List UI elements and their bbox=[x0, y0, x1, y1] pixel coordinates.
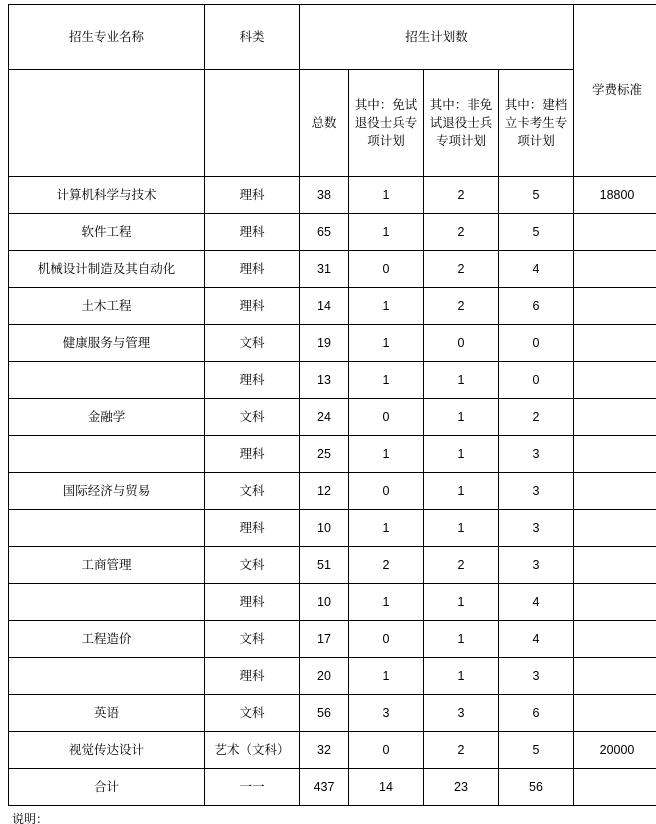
cell-major: 计算机科学与技术 bbox=[9, 177, 205, 214]
cell-major: 软件工程 bbox=[9, 214, 205, 251]
table-row bbox=[9, 177, 656, 214]
cell-fee bbox=[574, 547, 656, 584]
header-plan-group: 招生计划数 bbox=[300, 5, 574, 70]
table-row bbox=[9, 695, 656, 732]
cell-sub2: 2 bbox=[424, 288, 499, 325]
cell-sub3: 4 bbox=[499, 621, 574, 658]
cell-major bbox=[9, 584, 205, 621]
cell-category: 理科 bbox=[205, 584, 300, 621]
cell-major bbox=[9, 362, 205, 399]
table-row bbox=[9, 584, 656, 621]
table-row-total bbox=[9, 769, 656, 806]
cell-total: 17 bbox=[300, 621, 349, 658]
cell-sub3: 5 bbox=[499, 732, 574, 769]
cell-category: 艺术（文科） bbox=[205, 732, 300, 769]
cell-category: 理科 bbox=[205, 362, 300, 399]
cell-fee: 20000 bbox=[574, 732, 656, 769]
cell-sub2: 0 bbox=[424, 325, 499, 362]
cell-total: 14 bbox=[300, 288, 349, 325]
cell-major: 金融学 bbox=[9, 399, 205, 436]
cell-sub2: 1 bbox=[424, 473, 499, 510]
cell-sub2: 2 bbox=[424, 177, 499, 214]
table-header-row-1 bbox=[9, 5, 656, 70]
cell-major: 国际经济与贸易 bbox=[9, 473, 205, 510]
cell-sub3: 3 bbox=[499, 436, 574, 473]
table-row bbox=[9, 621, 656, 658]
header-major-blank bbox=[9, 70, 205, 177]
cell-sub2: 1 bbox=[424, 621, 499, 658]
cell-major: 机械设计制造及其自动化 bbox=[9, 251, 205, 288]
cell-sub2: 2 bbox=[424, 547, 499, 584]
cell-sub2: 1 bbox=[424, 399, 499, 436]
cell-sub3: 5 bbox=[499, 177, 574, 214]
cell-sub2: 1 bbox=[424, 436, 499, 473]
cell-sub3: 2 bbox=[499, 399, 574, 436]
cell-sub3: 56 bbox=[499, 769, 574, 806]
cell-category: 文科 bbox=[205, 695, 300, 732]
cell-sub1: 2 bbox=[349, 547, 424, 584]
cell-sub1: 1 bbox=[349, 658, 424, 695]
table-row bbox=[9, 436, 656, 473]
cell-category: 理科 bbox=[205, 214, 300, 251]
table-header-row-2 bbox=[9, 70, 656, 177]
cell-fee bbox=[574, 584, 656, 621]
cell-total: 13 bbox=[300, 362, 349, 399]
cell-category: 文科 bbox=[205, 621, 300, 658]
cell-sub3: 0 bbox=[499, 325, 574, 362]
cell-total: 56 bbox=[300, 695, 349, 732]
cell-fee bbox=[574, 510, 656, 547]
cell-sub1: 1 bbox=[349, 325, 424, 362]
table-row bbox=[9, 732, 656, 769]
cell-sub2: 2 bbox=[424, 251, 499, 288]
header-sub-exempt-soldier: 其中：免试退役士兵专项计划 bbox=[349, 70, 424, 177]
cell-sub1: 1 bbox=[349, 288, 424, 325]
cell-sub3: 0 bbox=[499, 362, 574, 399]
cell-category: 文科 bbox=[205, 473, 300, 510]
cell-category: 理科 bbox=[205, 658, 300, 695]
cell-category: 文科 bbox=[205, 547, 300, 584]
cell-sub1: 1 bbox=[349, 584, 424, 621]
cell-fee bbox=[574, 769, 656, 806]
cell-sub1: 1 bbox=[349, 177, 424, 214]
header-category: 科类 bbox=[205, 5, 300, 70]
header-sub-poverty: 其中：建档立卡考生专项计划 bbox=[499, 70, 574, 177]
cell-sub1: 3 bbox=[349, 695, 424, 732]
cell-major bbox=[9, 510, 205, 547]
header-sub-nonexempt-soldier: 其中：非免试退役士兵专项计划 bbox=[424, 70, 499, 177]
cell-fee bbox=[574, 473, 656, 510]
cell-major: 英语 bbox=[9, 695, 205, 732]
cell-sub1: 0 bbox=[349, 251, 424, 288]
cell-sub2: 1 bbox=[424, 510, 499, 547]
cell-sub3: 5 bbox=[499, 214, 574, 251]
header-fee: 学费标准 bbox=[574, 5, 656, 177]
cell-fee bbox=[574, 362, 656, 399]
cell-total: 32 bbox=[300, 732, 349, 769]
cell-fee bbox=[574, 695, 656, 732]
cell-fee bbox=[574, 436, 656, 473]
cell-sub1: 0 bbox=[349, 732, 424, 769]
cell-fee bbox=[574, 399, 656, 436]
cell-sub3: 4 bbox=[499, 584, 574, 621]
table-row bbox=[9, 510, 656, 547]
table-row bbox=[9, 325, 656, 362]
cell-sub3: 3 bbox=[499, 547, 574, 584]
cell-fee: 18800 bbox=[574, 177, 656, 214]
header-sub-total: 总数 bbox=[300, 70, 349, 177]
cell-sub3: 3 bbox=[499, 510, 574, 547]
cell-sub1: 1 bbox=[349, 436, 424, 473]
cell-total: 12 bbox=[300, 473, 349, 510]
header-major: 招生专业名称 bbox=[9, 5, 205, 70]
cell-major: 合计 bbox=[9, 769, 205, 806]
cell-sub2: 1 bbox=[424, 362, 499, 399]
cell-total: 31 bbox=[300, 251, 349, 288]
cell-sub2: 2 bbox=[424, 214, 499, 251]
cell-sub2: 23 bbox=[424, 769, 499, 806]
cell-category: 理科 bbox=[205, 510, 300, 547]
cell-sub1: 0 bbox=[349, 399, 424, 436]
cell-fee bbox=[574, 325, 656, 362]
cell-fee bbox=[574, 251, 656, 288]
cell-total: 25 bbox=[300, 436, 349, 473]
table-row bbox=[9, 251, 656, 288]
header-category-blank bbox=[205, 70, 300, 177]
cell-sub1: 1 bbox=[349, 510, 424, 547]
cell-major bbox=[9, 658, 205, 695]
cell-total: 10 bbox=[300, 510, 349, 547]
cell-major: 土木工程 bbox=[9, 288, 205, 325]
cell-sub1: 1 bbox=[349, 214, 424, 251]
cell-sub1: 0 bbox=[349, 473, 424, 510]
cell-sub1: 0 bbox=[349, 621, 424, 658]
table-row bbox=[9, 288, 656, 325]
cell-category: 文科 bbox=[205, 399, 300, 436]
table-row bbox=[9, 399, 656, 436]
cell-sub3: 4 bbox=[499, 251, 574, 288]
cell-total: 20 bbox=[300, 658, 349, 695]
cell-major: 健康服务与管理 bbox=[9, 325, 205, 362]
cell-sub2: 2 bbox=[424, 732, 499, 769]
cell-sub2: 1 bbox=[424, 584, 499, 621]
cell-major: 视觉传达设计 bbox=[9, 732, 205, 769]
cell-fee bbox=[574, 288, 656, 325]
cell-category: 理科 bbox=[205, 288, 300, 325]
footnote: 说明： bbox=[8, 810, 648, 824]
cell-major: 工商管理 bbox=[9, 547, 205, 584]
table-row bbox=[9, 473, 656, 510]
cell-sub2: 1 bbox=[424, 658, 499, 695]
cell-total: 10 bbox=[300, 584, 349, 621]
table-row bbox=[9, 214, 656, 251]
cell-total: 65 bbox=[300, 214, 349, 251]
cell-total: 38 bbox=[300, 177, 349, 214]
table-row bbox=[9, 362, 656, 399]
cell-fee bbox=[574, 658, 656, 695]
cell-sub3: 6 bbox=[499, 695, 574, 732]
cell-major bbox=[9, 436, 205, 473]
cell-total: 437 bbox=[300, 769, 349, 806]
cell-total: 24 bbox=[300, 399, 349, 436]
cell-sub3: 3 bbox=[499, 658, 574, 695]
enrollment-plan-table bbox=[8, 4, 656, 806]
cell-category: 文科 bbox=[205, 325, 300, 362]
cell-sub2: 3 bbox=[424, 695, 499, 732]
cell-sub1: 14 bbox=[349, 769, 424, 806]
cell-category: 理科 bbox=[205, 251, 300, 288]
cell-sub3: 3 bbox=[499, 473, 574, 510]
cell-category: 理科 bbox=[205, 436, 300, 473]
cell-major: 工程造价 bbox=[9, 621, 205, 658]
cell-category: 一一 bbox=[205, 769, 300, 806]
cell-fee bbox=[574, 621, 656, 658]
cell-sub3: 6 bbox=[499, 288, 574, 325]
table-row bbox=[9, 547, 656, 584]
table-row bbox=[9, 658, 656, 695]
cell-total: 51 bbox=[300, 547, 349, 584]
cell-sub1: 1 bbox=[349, 362, 424, 399]
cell-fee bbox=[574, 214, 656, 251]
cell-category: 理科 bbox=[205, 177, 300, 214]
cell-total: 19 bbox=[300, 325, 349, 362]
